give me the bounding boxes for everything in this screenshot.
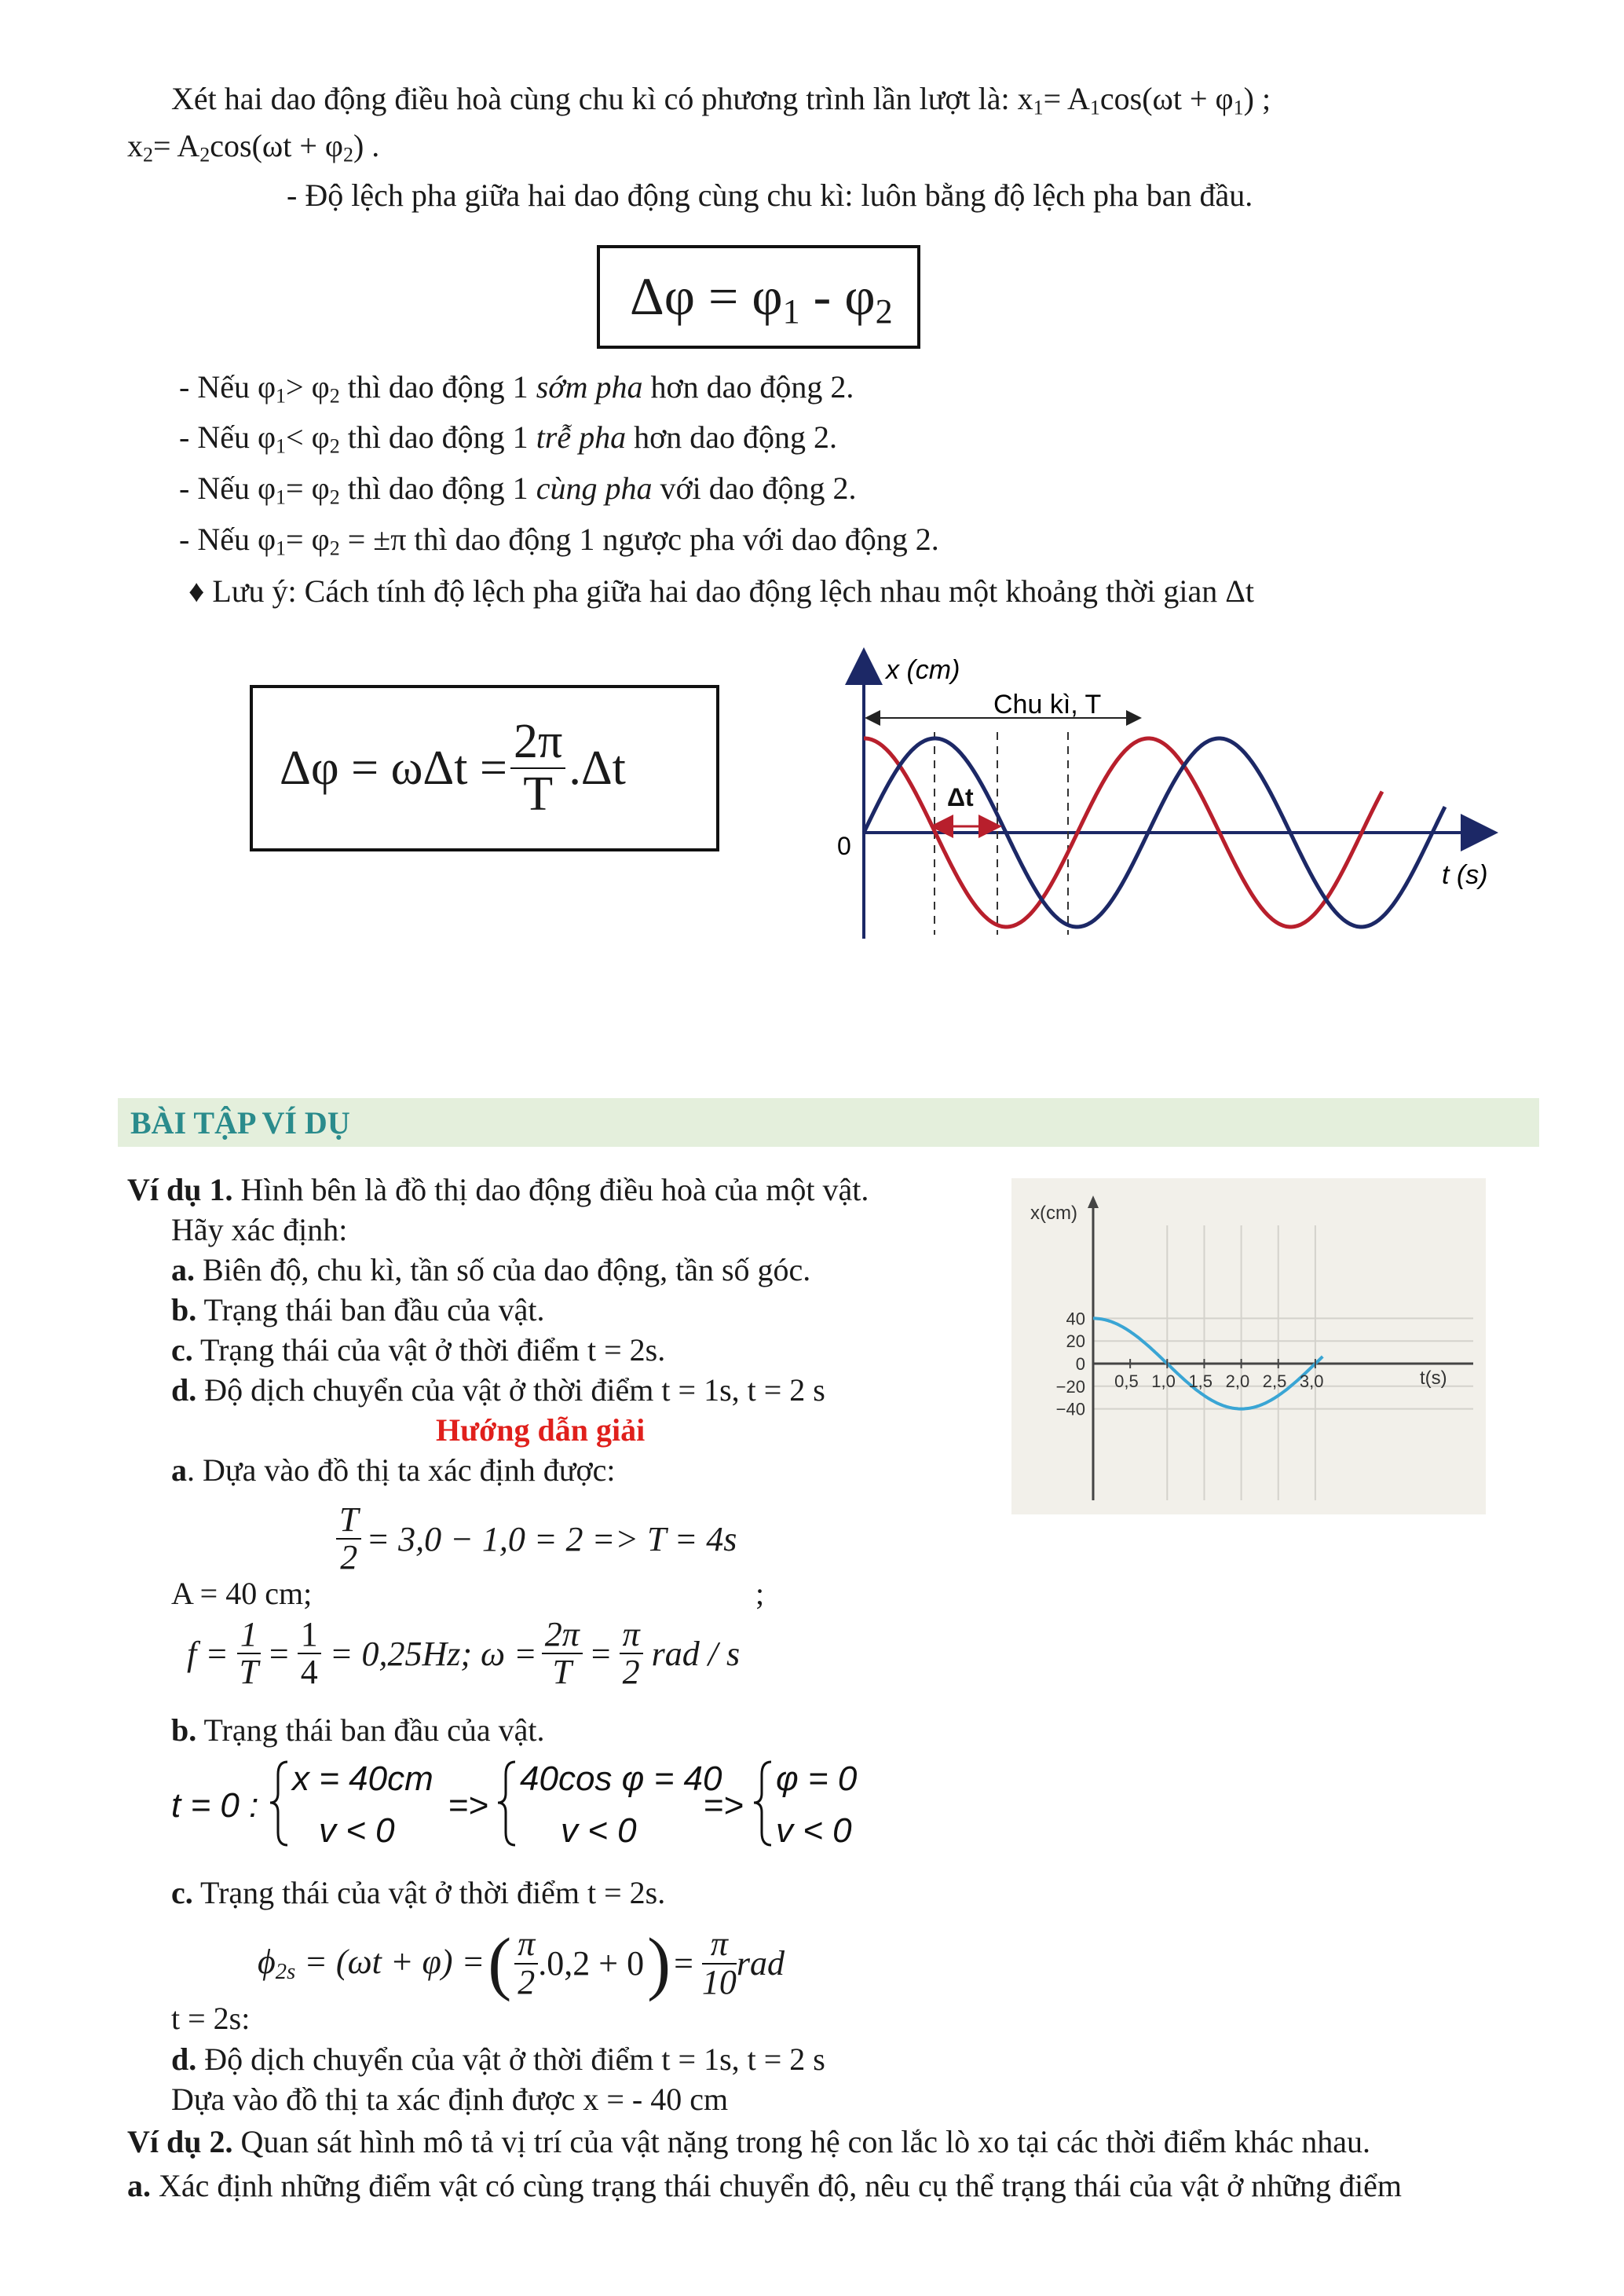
- solution-d-intro: d. Độ dịch chuyển của vật ở thời điểm t = 1s, t = 2 s: [171, 2041, 825, 2077]
- example2-question-a: a. Xác định những điểm vật có cùng trạng thái chuyển độ, nêu cụ thể trạng thái của vật ở những điểm: [127, 2168, 1402, 2203]
- x-tick-label: 1,5: [1188, 1371, 1213, 1391]
- section-title: BÀI TẬP VÍ DỤ: [130, 1105, 350, 1141]
- solution-c-intro: c. Trạng thái của vật ở thời điểm t = 2s.: [171, 1875, 666, 1910]
- example1-ask: Hãy xác định:: [171, 1212, 348, 1247]
- period-equation: $\frac{T}{2}$ = 3,0 − 1,0 = 2 => T = 4s: [336, 1502, 737, 1576]
- svg-text:=>: =>: [448, 1786, 489, 1825]
- phase-difference-formula-box: [597, 245, 920, 349]
- solution-b-intro: b. Trạng thái ban đầu của vật.: [171, 1712, 545, 1748]
- x-tick-label: 1,0: [1151, 1371, 1176, 1391]
- time-shift-formula-box: [250, 685, 719, 851]
- svg-text:v < 0: v < 0: [319, 1811, 395, 1850]
- intro-line-2: $x_2= A_2\cos(\omega t + \varphi_2)$ .: [127, 128, 380, 167]
- note-line: ♦ Lưu ý: Cách tính độ lệch pha giữa hai dao động lệch nhau một khoảng thời gian Δt: [188, 573, 1255, 609]
- chart-y-label: x(cm): [1030, 1203, 1077, 1224]
- oscillation-chart: [1011, 1178, 1486, 1514]
- case-opposite-phase: - Nếu $\varphi_1= \varphi_2 = \pm\pi$ thì dao động 1 ngược pha với dao động 2.: [179, 522, 939, 560]
- example1-item-b: b. Trạng thái ban đầu của vật.: [171, 1292, 545, 1327]
- x-tick-label: 2,0: [1225, 1371, 1250, 1391]
- intro-line-1: Xét hai dao động điều hoà cùng chu kì có phương trình lần lượt là: $x_1= A_1\cos(\omega t + \varphi_1)$ ;: [171, 81, 1271, 119]
- wave-y-label: x (cm): [886, 655, 960, 685]
- case-in-phase: - Nếu $\varphi_1= \varphi_2$ thì dao động 1 cùng pha với dao động 2.: [179, 471, 857, 509]
- example2-title: Ví dụ 2. Quan sát hình mô tả vị trí của vật nặng trong hệ con lắc lò xo tại các thời điểm khác nhau.: [127, 2124, 1370, 2159]
- x-tick-label: 3,0: [1299, 1371, 1324, 1391]
- example1-item-c: c. Trạng thái của vật ở thời điểm t = 2s.: [171, 1332, 666, 1368]
- svg-text:x = 40cm: x = 40cm: [292, 1760, 433, 1798]
- y-tick-label: −40: [1055, 1399, 1085, 1419]
- phase-difference-formula: $\Delta\varphi = \varphi_1 - \varphi_2$: [630, 266, 893, 331]
- phase-at-2s-equation: $\phi_{2s} = (\omega t + \varphi)$ = ( $\frac{\pi}{2}$ .0,2 + 0 ) = $\frac{\pi}{10}$ rad: [258, 1924, 785, 2002]
- svg-text:40cos φ = 40: 40cos φ = 40: [520, 1760, 722, 1798]
- svg-text:=>: =>: [704, 1786, 744, 1825]
- x-tick-label: 2,5: [1262, 1371, 1287, 1391]
- solution-d-answer: Dựa vào đồ thị ta xác định được x = - 40 cm: [171, 2082, 729, 2117]
- chart-x-label: t(s): [1420, 1368, 1447, 1389]
- intro-bullet: - Độ lệch pha giữa hai dao động cùng chu kì: luôn bằng độ lệch pha ban đầu.: [287, 178, 1253, 213]
- time-shift-formula: Δφ = ωΔt = $\frac{2\pi}{T}$ .Δt: [280, 715, 626, 822]
- wave-period-label: Chu kì, T: [993, 690, 1102, 720]
- wave-origin: 0: [837, 832, 851, 860]
- svg-text:v < 0: v < 0: [776, 1811, 852, 1850]
- y-tick-label: −20: [1055, 1376, 1085, 1397]
- phase-wave-graph: [817, 644, 1508, 958]
- frequency-equation: f = $\frac{1}{T}$ = $\frac{1}{4}$ = 0,25Hz; ω = $\frac{2\pi}{T}$ = $\frac{\pi}{2}$ rad / s: [187, 1615, 741, 1692]
- section-header-bar: [118, 1098, 1539, 1147]
- case-lagging: - Nếu $\varphi_1< \varphi_2$ thì dao động 1 trễ pha hơn dao động 2.: [179, 419, 838, 458]
- period-semicolon: ;: [755, 1576, 765, 1611]
- initial-state-system: [170, 1748, 876, 1858]
- amplitude-value: A = 40 cm;: [171, 1576, 313, 1611]
- chart-axes: [1088, 1196, 1473, 1500]
- x-tick-label: 0,5: [1114, 1371, 1139, 1391]
- wave-delta-t-label: Δt: [947, 783, 974, 811]
- svg-text:φ = 0: φ = 0: [776, 1760, 858, 1798]
- chart-y-arrow: [1088, 1196, 1099, 1208]
- y-tick-label: 0: [1075, 1354, 1085, 1374]
- y-tick-label: 20: [1066, 1331, 1085, 1352]
- svg-text:t = 0 :: t = 0 :: [171, 1786, 259, 1825]
- example1-title: Ví dụ 1. Hình bên là đồ thị dao động điều hoà của một vật.: [127, 1172, 869, 1207]
- case-leading: - Nếu $\varphi_1> \varphi_2$ thì dao động 1 sớm pha hơn dao động 2.: [179, 369, 854, 408]
- t-2s-label: t = 2s:: [171, 2001, 251, 2036]
- solution-a-intro: a. Dựa vào đồ thị ta xác định được:: [171, 1452, 616, 1488]
- svg-text:v < 0: v < 0: [561, 1811, 637, 1850]
- example1-item-a: a. Biên độ, chu kì, tần số của dao động, tần số góc.: [171, 1252, 811, 1287]
- y-tick-label: 40: [1066, 1309, 1085, 1329]
- wave-x-label: t (s): [1442, 860, 1488, 890]
- example1-item-d: d. Độ dịch chuyển của vật ở thời điểm t = 1s, t = 2 s: [171, 1372, 825, 1408]
- solution-heading: Hướng dẫn giải: [436, 1412, 646, 1448]
